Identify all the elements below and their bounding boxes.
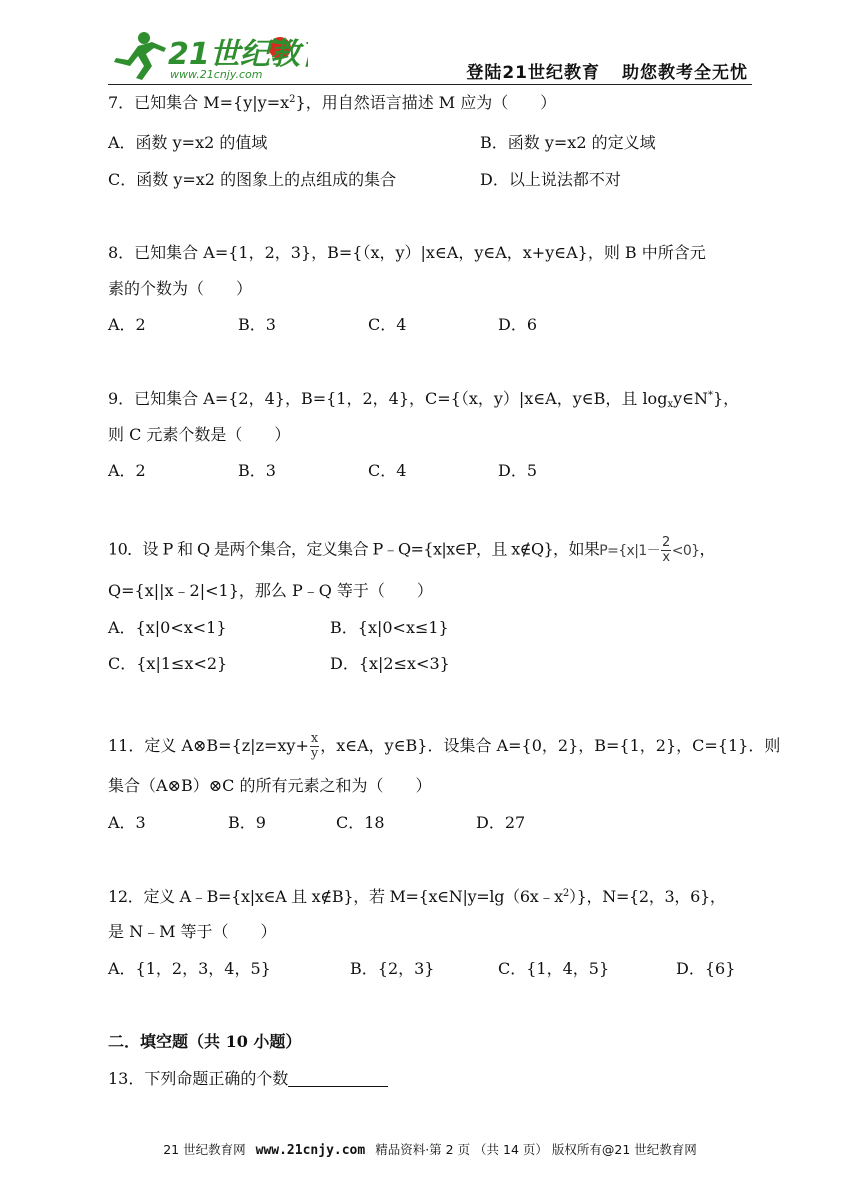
footer-url[interactable]: www.21cnjy.com [255, 1143, 366, 1158]
logo-text: 21世纪教 [168, 37, 300, 72]
q12-stem-line2: 是 N﹣M 等于（ ） [108, 922, 277, 941]
q13-stem: 13．下列命题正确的个数 [108, 1068, 388, 1090]
q8-option-c: C．4 [368, 315, 407, 334]
q9-option-d: D．5 [498, 461, 538, 480]
q11-stem-line1: 11．定义 A⊗B={z|z=xy+ $\frac{x}{y}$ ，x∈A，y∈B}．设集合 A={0，2}，B={1，2}，C={1}．则 [108, 731, 781, 761]
runner-icon [114, 32, 166, 80]
q11-option-a: A．3 [108, 813, 146, 832]
q11-option-d: D．27 [476, 813, 526, 832]
q12-option-d: D．{6} [676, 959, 736, 978]
q12-option-a: A．{1，2，3，4，5} [108, 959, 271, 978]
q8-option-b: B．3 [238, 315, 276, 334]
q11-option-b: B．9 [228, 813, 266, 832]
q7-option-d: D．以上说法都不对 [480, 170, 621, 189]
slogan-right: 助您教考全无忧 [622, 63, 748, 83]
page-footer [0, 1140, 860, 1158]
section-heading: 二．填空题（共 10 小题） [108, 1032, 302, 1051]
q7-option-b: B．函数 y=x2 的定义域 [480, 133, 656, 152]
q7-stem: 7．已知集合 $M=\{y|y=x^2\}$，用自然语言描述 M 应为（ ） [108, 93, 557, 112]
q9-stem-line2: 则 C 元素个数是（ ） [108, 425, 291, 444]
q10-option-d: D．{x|2≤x<3} [330, 654, 450, 673]
q8-option-d: D．6 [498, 315, 538, 334]
q8-stem-line1: 8．已知集合 A={1，2，3}，B={（x，y）|x∈A，y∈A，x+y∈A}，则 B 中所含元 [108, 243, 706, 262]
q10-formula-image: P={x|1－ $\frac{2}{x}$ <0} [599, 535, 700, 565]
q12-stem-line1: 12．定义 A﹣B={x|x∈A 且 x∉B}，若 $M=\{x\in N|y=\lg(6x﹣x^2)\}$，N={2，3，6}， [108, 887, 726, 906]
q10-option-a: A．{x|0<x<1} [108, 618, 227, 637]
q8-stem-line2: 素的个数为（ ） [108, 279, 253, 298]
q10-stem-line2: Q={x||x﹣2|<1}，那么 P﹣Q 等于（ ） [108, 581, 433, 600]
q9-option-c: C．4 [368, 461, 407, 480]
answer-blank[interactable] [288, 1070, 388, 1087]
header-slogan [444, 58, 748, 83]
footer-left: 21 世纪教育网 [163, 1142, 246, 1157]
q9-option-a: A．2 [108, 461, 146, 480]
q11-stem-line2: 集合（A⊗B）⊗C 的所有元素之和为（ ） [108, 776, 432, 795]
q11-option-c: C．18 [336, 813, 385, 832]
site-logo [108, 26, 308, 82]
q8-option-a: A．2 [108, 315, 146, 334]
q9-stem-line1: 9．已知集合 A={2，4}，B={1，2，4}，C={（x，y）|x∈A，y∈B，且 $\log_xy\in N^*$}， [108, 389, 740, 410]
q7-option-a: A．函数 y=x2 的值域 [108, 133, 268, 152]
footer-right: 精品资料·第 2 页 （共 14 页） 版权所有@21 世纪教育网 [375, 1142, 697, 1157]
slogan-left: 登陆21世纪教育 [466, 63, 600, 83]
q7-option-c: C．函数 y=x2 的图象上的点组成的集合 [108, 170, 397, 189]
q10-option-c: C．{x|1≤x<2} [108, 654, 228, 673]
q12-option-c: C．{1，4，5} [498, 959, 610, 978]
q12-option-b: B．{2，3} [350, 959, 435, 978]
header-divider [108, 84, 752, 85]
q10-stem-line1: 10．设 P 和 Q 是两个集合，定义集合 P﹣Q={x|x∈P，且 x∉Q}，如果P={x|1－ $\frac{2}{x}$ <0}， [108, 535, 715, 565]
q9-option-b: B．3 [238, 461, 276, 480]
q10-option-b: B．{x|0<x≤1} [330, 618, 449, 637]
logo-url: www.21cnjy.com [170, 68, 263, 81]
